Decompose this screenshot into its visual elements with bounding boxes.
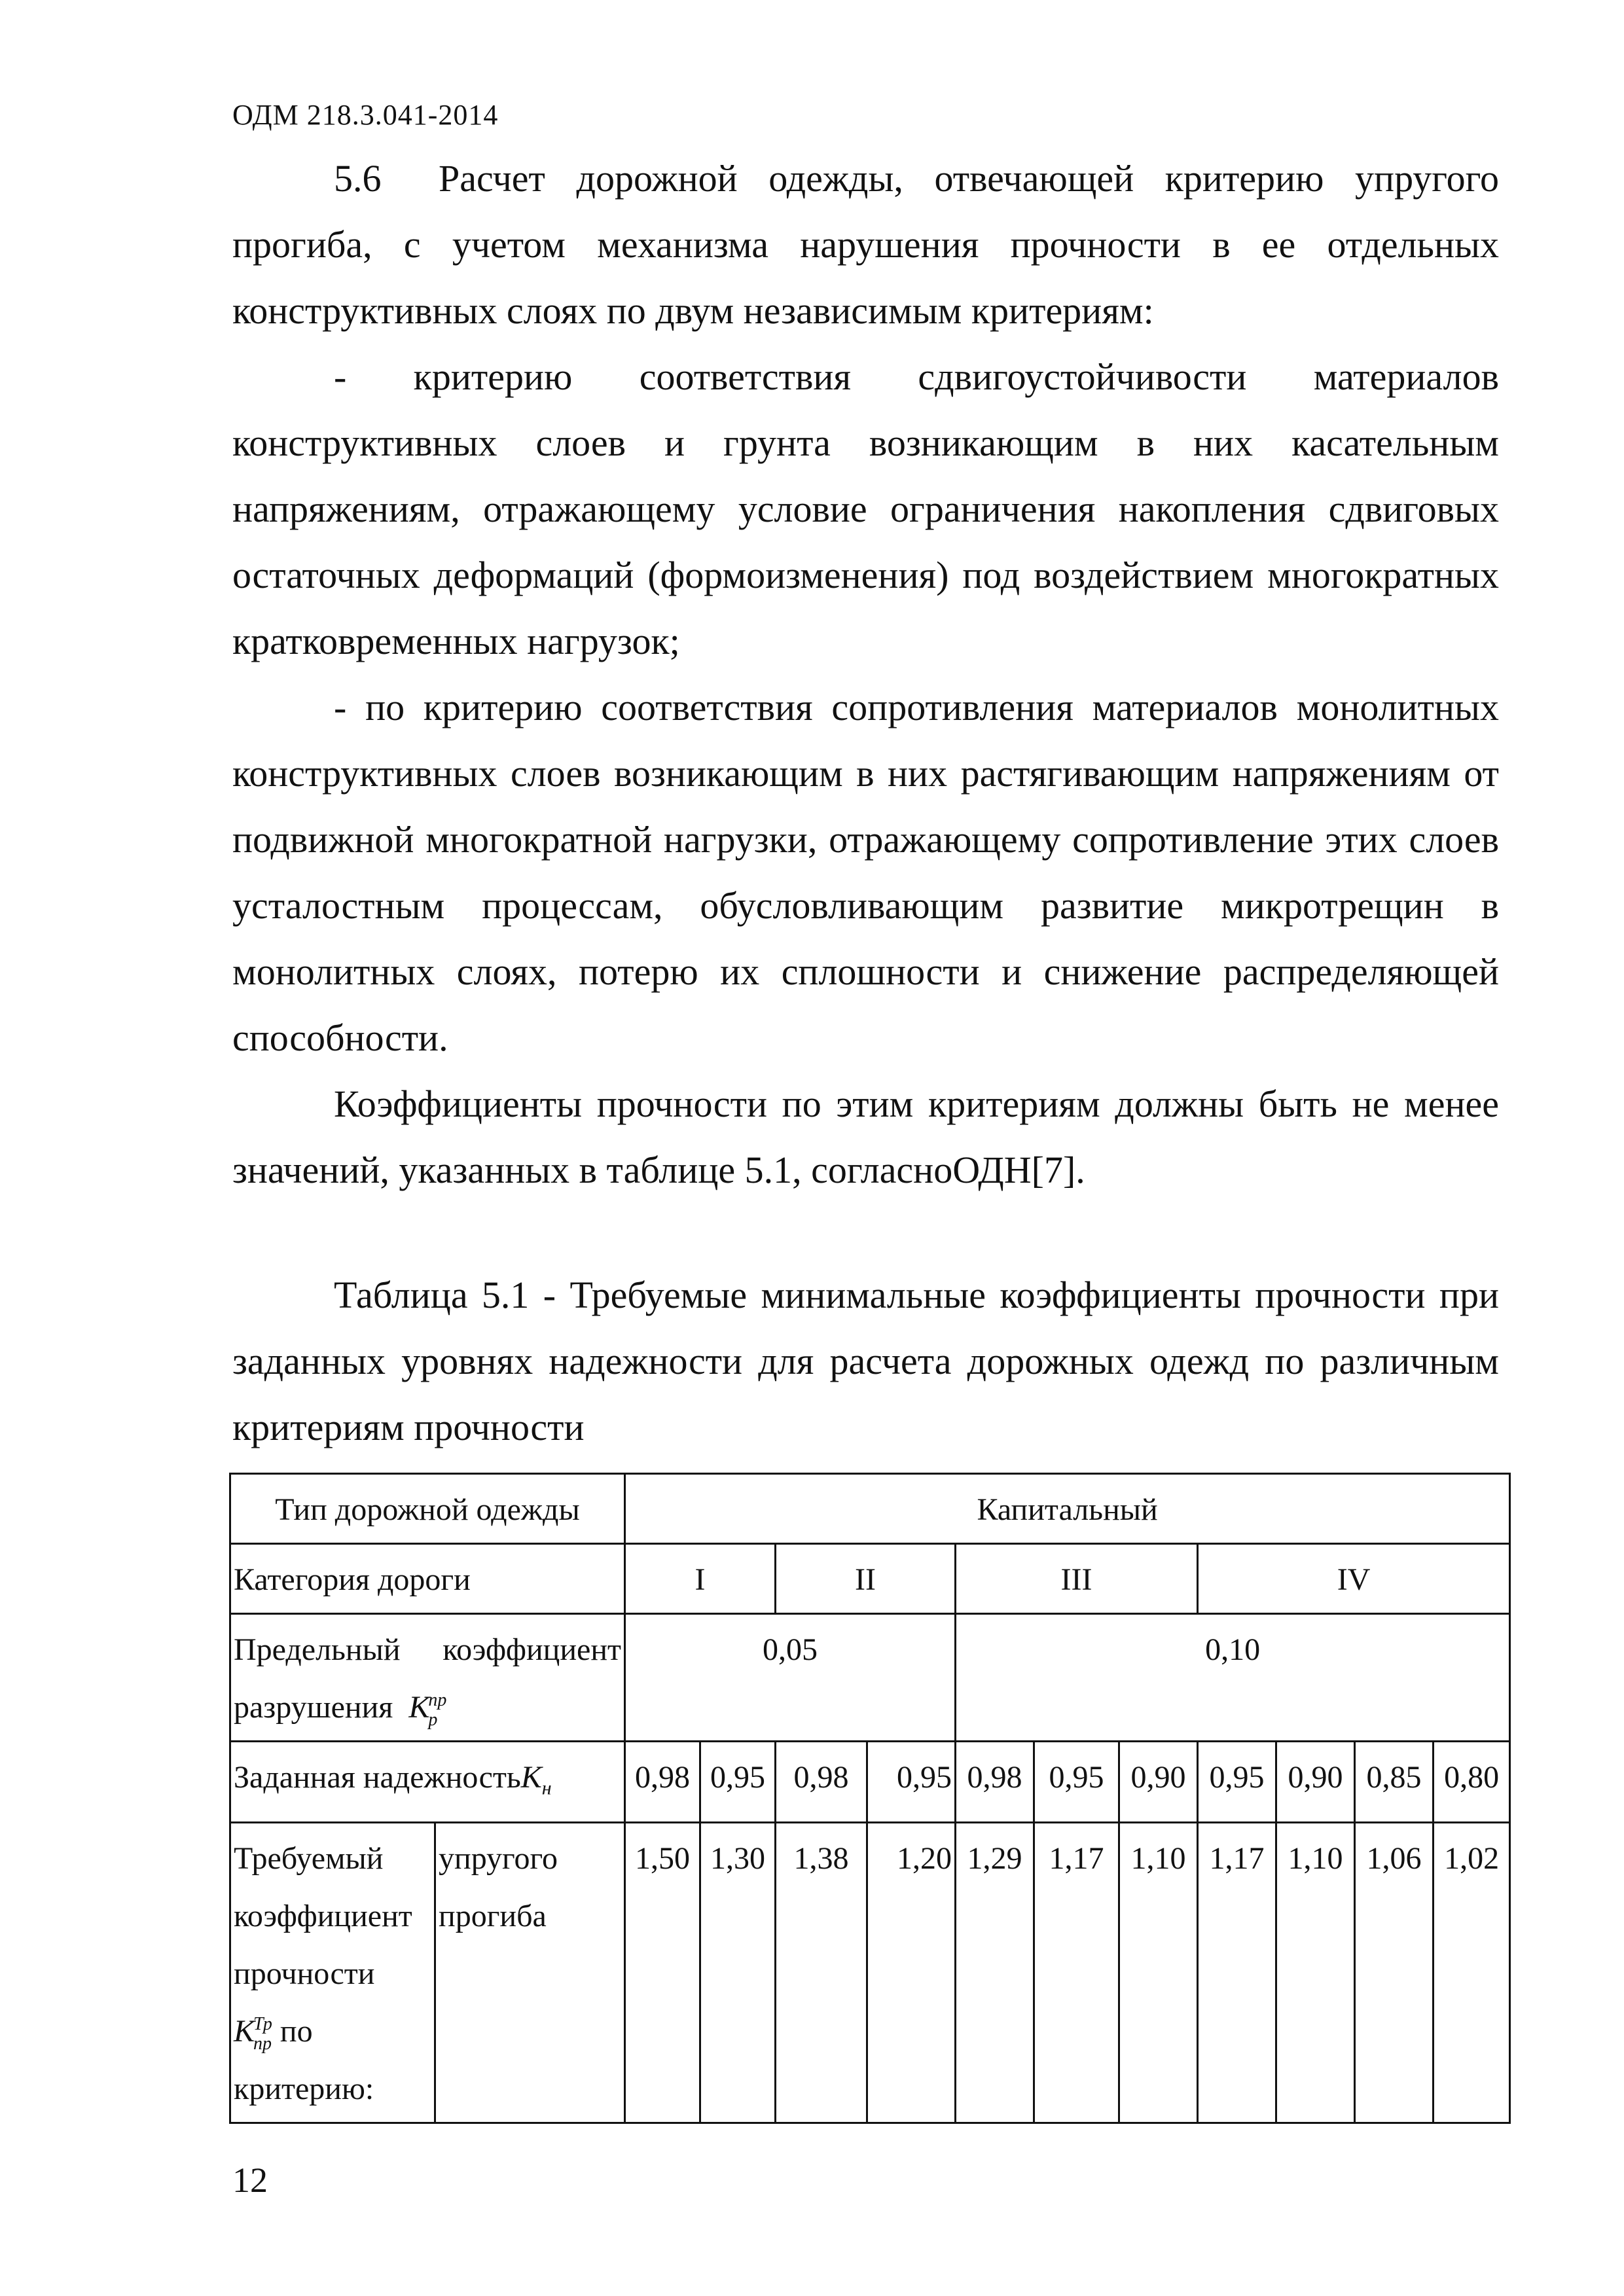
required-value: 1,17 [1034, 1822, 1119, 2123]
limit-value-cell-1: 0,05 [625, 1614, 956, 1742]
type-label-cell: Тип дорожной одежды [230, 1474, 625, 1544]
limit-label-line1: Предельный коэффициент [234, 1632, 622, 1667]
reliability-value: 0,85 [1355, 1742, 1434, 1823]
reliability-value: 0,98 [776, 1742, 867, 1823]
reliability-label-cell [230, 1742, 625, 1823]
table-caption: Таблица 5.1 - Требуемые минимальные коэффициенты прочности при заданных уровнях надежности для расчета дорожных одежд по различным критериям прочности [232, 1274, 1499, 1448]
limit-label-word: разрушения [234, 1690, 393, 1725]
reliability-value: 0,98 [956, 1742, 1034, 1823]
required-value: 1,10 [1276, 1822, 1355, 2123]
limit-label-line2 [234, 1679, 621, 1736]
required-value: 1,50 [625, 1822, 700, 2123]
reliability-value: 0,95 [1198, 1742, 1276, 1823]
body-text [232, 145, 1499, 1460]
section-number: 5.6 [334, 157, 382, 200]
required-value: 1,29 [956, 1822, 1034, 2123]
required-symbol-sub: пр [253, 2033, 272, 2054]
required-value: 1,06 [1355, 1822, 1434, 2123]
strength-coefficients-table [229, 1473, 1511, 2124]
reliability-symbol [520, 1760, 552, 1799]
criterion-tension-paragraph: - по критерию соответствия сопротивления материалов монолитных конструктивных слоев возникающим в них растягивающим напряжениям от подвижной многократной нагрузки, отражающему сопротивление этих слоев усталостным процессам, обусловливающим развитие микротрещин в монолитных слоях, потерю их сплошности и снижение распределяющей способности. [232, 686, 1499, 1059]
criterion-cell [435, 1822, 625, 2123]
required-value: 1,02 [1434, 1822, 1510, 2123]
required-label-line2: коэффициент [234, 1898, 412, 1933]
type-value-cell: Капитальный [625, 1474, 1510, 1544]
required-label-line1: Требуемый [234, 1840, 384, 1876]
reliability-value: 0,90 [1276, 1742, 1355, 1823]
required-label-cell [230, 1822, 435, 2123]
coefficient-paragraph: Коэффициенты прочности по этим критериям должны быть не менее значений, указанных в таблице 5.1, согласноОДН[7]. [232, 1083, 1499, 1191]
category-cell-4: IV [1198, 1544, 1510, 1614]
reliability-value: 0,98 [625, 1742, 700, 1823]
criterion-shear-paragraph: - критерию соответствия сдвигоустойчивости материалов конструктивных слоев и грунта возникающим в них касательным напряжениям, отражающему условие ограничения накопления сдвиговых остаточных деформаций (формоизменения) под воздействием многократных кратковременных нагрузок; [232, 355, 1499, 662]
table-row-category [230, 1544, 1510, 1614]
reliability-value: 0,95 [1034, 1742, 1119, 1823]
criterion-line1: упругого [439, 1840, 558, 1876]
reliability-value: 0,95 [700, 1742, 776, 1823]
section-title: Расчет дорожной одежды, отвечающей критерию упругого прогиба, с учетом механизма нарушения прочности в ее отдельных конструктивных слоях по двум независимым критериям: [232, 157, 1499, 332]
required-value: 1,10 [1119, 1822, 1198, 2123]
limit-value-cell-2: 0,10 [956, 1614, 1510, 1742]
table-row-required-coefficient [230, 1822, 1510, 2123]
criterion-line2: прогиба [439, 1898, 547, 1933]
table-row-reliability [230, 1742, 1510, 1823]
reliability-label: Заданная надежность [234, 1760, 521, 1795]
required-symbol-sup: Тр [253, 2013, 272, 2034]
required-symbol [234, 2013, 272, 2054]
table-row-type [230, 1474, 1510, 1544]
category-cell-3: III [956, 1544, 1198, 1614]
limit-symbol [408, 1689, 447, 1730]
required-label-line5: критерию: [234, 2071, 374, 2106]
category-cell-2: II [776, 1544, 956, 1614]
table-row-limit-coefficient [230, 1614, 1510, 1742]
limit-symbol-base: K [408, 1690, 430, 1725]
reliability-symbol-base: K [520, 1760, 542, 1795]
section-heading-paragraph [232, 145, 1499, 344]
required-symbol-base: K [234, 2013, 255, 2049]
reliability-value: 0,80 [1434, 1742, 1510, 1823]
required-value: 1,38 [776, 1822, 867, 2123]
required-value: 1,17 [1198, 1822, 1276, 2123]
limit-label-cell [230, 1614, 625, 1742]
required-label-line3: прочности [234, 1956, 375, 1991]
required-label-po: по [280, 2013, 313, 2049]
reliability-value: 0,95 [867, 1742, 956, 1823]
category-cell-1: I [625, 1544, 776, 1614]
required-value: 1,30 [700, 1822, 776, 2123]
category-label-cell: Категория дороги [230, 1544, 625, 1614]
page-number: 12 [232, 2161, 268, 2200]
required-label-line4 [234, 2003, 431, 2060]
limit-symbol-sup: пр [428, 1689, 447, 1710]
reliability-value: 0,90 [1119, 1742, 1198, 1823]
reliability-symbol-sub: н [541, 1777, 552, 1799]
document-code: ОДМ 218.3.041-2014 [232, 99, 499, 131]
required-value: 1,20 [867, 1822, 956, 2123]
limit-symbol-sub: р [428, 1709, 438, 1730]
